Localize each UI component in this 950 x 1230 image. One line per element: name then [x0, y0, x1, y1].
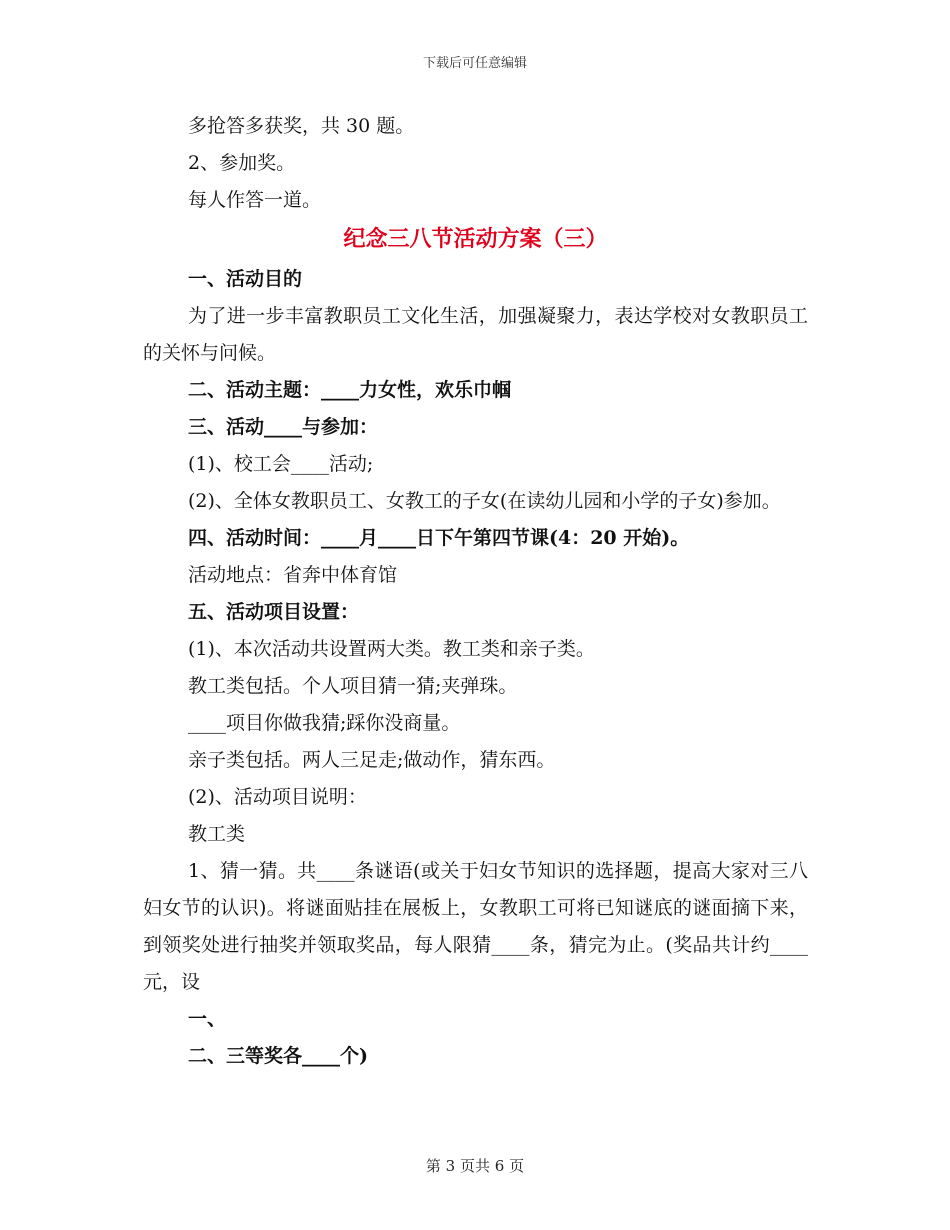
heading-prize-1: 一、 — [188, 1008, 227, 1030]
text-line: 多抢答多获奖，共 30 题。 — [188, 115, 415, 137]
heading-prize-2: 二、三等奖各____个) — [188, 1045, 368, 1067]
text-line: 2、参加奖。 — [188, 152, 296, 174]
text-line: ____项目你做我猜;踩你没商量。 — [188, 712, 461, 734]
page-footer: 第 3 页共 6 页 — [425, 1157, 525, 1175]
text-line: 每人作答一道。 — [188, 189, 322, 211]
text-line: 教工类包括。个人项目猜一猜;夹弹珠。 — [188, 675, 518, 697]
text-line: (2)、活动项目说明： — [188, 786, 367, 808]
text-line: (1)、校工会____活动; — [188, 453, 374, 475]
heading-theme: 二、活动主题：____力女性，欢乐巾帼 — [188, 379, 512, 401]
text-line: (1)、本次活动共设置两大类。教工类和亲子类。 — [188, 638, 595, 660]
heading-organizer: 三、活动____与参加： — [188, 416, 379, 438]
heading-purpose: 一、活动目的 — [188, 268, 303, 290]
document-body — [143, 108, 808, 1075]
paragraph-participants: (2)、全体女教职员工、女教工的子女(在读幼儿园和小学的子女)参加。 — [188, 490, 781, 512]
paragraph-purpose: 为了进一步丰富教职员工文化生活，加强凝聚力，表达学校对女教职员工的关怀与问候。 — [143, 305, 808, 364]
page-header: 下载后可任意编辑 — [422, 56, 527, 71]
text-line: 教工类 — [188, 823, 246, 845]
heading-time: 四、活动时间：____月____日下午第四节课(4：20 开始)。 — [188, 527, 690, 549]
heading-items: 五、活动项目设置： — [188, 601, 360, 623]
text-line: 活动地点：省奔中体育馆 — [188, 564, 398, 586]
text-line: 亲子类包括。两人三足走;做动作，猜东西。 — [188, 749, 556, 771]
section-title: 纪念三八节活动方案（三） — [343, 226, 608, 252]
paragraph-guess: 1、猜一猜。共____条谜语(或关于妇女节知识的选择题，提高大家对三八妇女节的认识)。将谜面贴挂在展板上，女教职工可将已知谜底的谜面摘下来，到领奖处进行抽奖并领取奖品，每人限猜____条，猜完为止。(奖品共计约____元，设 — [143, 860, 808, 993]
